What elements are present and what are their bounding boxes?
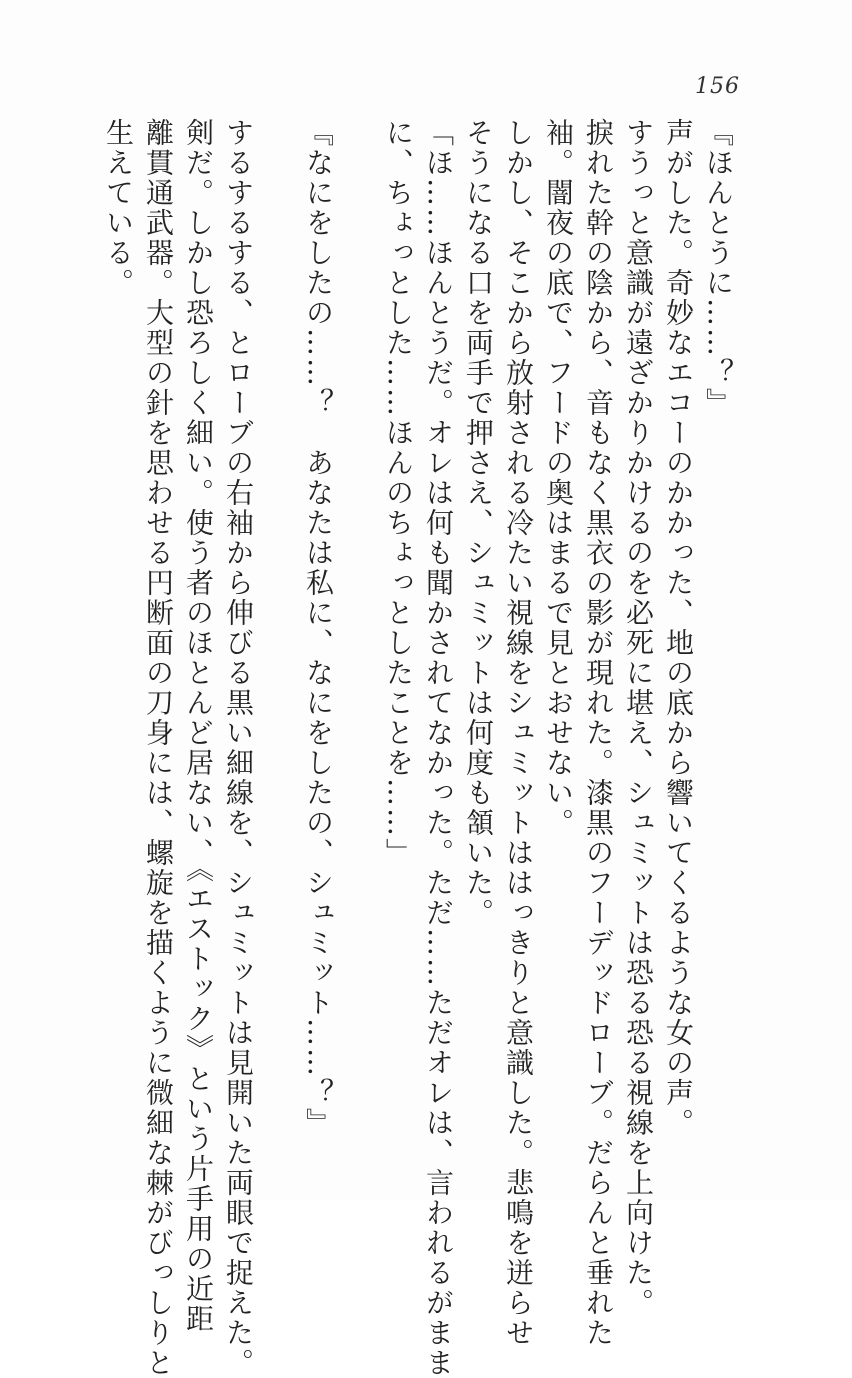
text-line: 声がした。奇妙なエコーのかかった、地の底から響いてくるような女の声。 — [662, 118, 695, 1138]
text-line: 『なにをしたの……？ あなたは私に、なにをしたの、シュミット……？』 — [302, 118, 335, 1138]
vertical-text-body — [98, 118, 738, 1378]
text-line: しかし、そこから放射される冷たい視線をシュミットははっきりと意識した。悲鳴を迸らせ — [502, 118, 535, 1348]
text-line: 「ほ……ほんとうだ。オレは何も聞かされてなかった。ただ……ただオレは、言われるがまま — [422, 118, 455, 1378]
text-line: すうっと意識が遠ざかりかけるのを必死に堪え、シュミットは恐る恐る視線を上向けた。 — [622, 118, 655, 1318]
text-line: するするする、とローブの右袖から伸びる黒い細線を、シュミットは見開いた両眼で捉えた。 — [222, 118, 255, 1378]
text-line: に、ちょっとした……ほんのちょっとしたことを……」 — [382, 118, 415, 868]
text-line: 捩れた幹の陰から、音もなく黒衣の影が現れた。漆黒のフーデッドローブ。だらんと垂れた — [582, 118, 615, 1348]
page-number: 156 — [695, 74, 740, 99]
blank-line — [258, 118, 298, 1138]
blank-line — [338, 118, 378, 1138]
text-line: 離貫通武器。大型の針を思わせる円断面の刀身には、螺旋を描くように微細な棘がびっしりと — [142, 118, 175, 1378]
text-line: 生えている。 — [102, 118, 135, 298]
text-line: 『ほんとうに……？』 — [702, 118, 735, 418]
text-line: 剣だ。しかし恐ろしく細い。使う者のほとんど居ない、《エストック》という片手用の近距 — [182, 118, 215, 1334]
text-line: そうになる口を両手で押さえ、シュミットは何度も頷いた。 — [462, 118, 495, 928]
text-line: 袖。闇夜の底で、フードの奥はまるで見とおせない。 — [542, 118, 575, 838]
